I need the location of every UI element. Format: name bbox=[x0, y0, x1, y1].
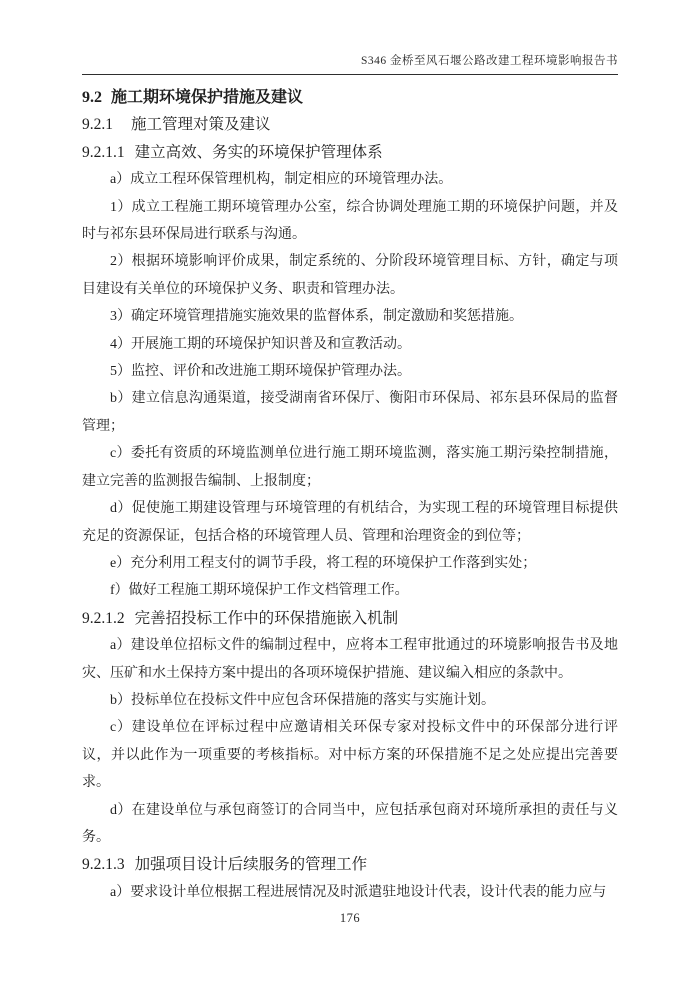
section-heading-9-2 bbox=[82, 84, 618, 111]
paragraph-item-d2: d）在建设单位与承包商签订的合同当中，应包括承包商对环境所承担的责任与义务。 bbox=[82, 802, 618, 845]
heading-number: 9.2.1 bbox=[82, 116, 113, 134]
heading-title: 完善招投标工作中的环保措施嵌入机制 bbox=[134, 609, 399, 627]
paragraph-item-e: e）充分利用工程支付的调节手段，将工程的环境保护工作落到实处； bbox=[110, 555, 537, 571]
paragraph-item-c2: c）建设单位在评标过程中应邀请相关环保专家对投标文件中的环保部分进行评议，并以此作为一项重要的考核指标。对中标方案的环保措施不足之处应提出完善要求。 bbox=[82, 720, 618, 791]
heading-number: 9.2 bbox=[82, 89, 102, 106]
paragraph-item-c: c）委托有资质的环境监测单位进行施工期环境监测，落实施工期污染控制措施，建立完善的监测报告编制、上报制度； bbox=[82, 446, 618, 489]
paragraph-item-a: a）成立工程环保管理机构，制定相应的环境管理办法。 bbox=[110, 172, 453, 188]
heading-title: 加强项目设计后续服务的管理工作 bbox=[134, 856, 368, 874]
heading-number: 9.2.1.1 bbox=[82, 143, 125, 161]
section-heading-9-2-1-3 bbox=[82, 851, 618, 878]
paragraph-item-a2: a）建设单位招标文件的编制过程中，应将本工程审批通过的环境影响报告书及地灾、压矿和水土保持方案中提出的各项环境保护措施、建议编入相应的条款中。 bbox=[82, 638, 618, 681]
section-heading-9-2-1 bbox=[82, 111, 618, 138]
paragraph-item-3: 3）确定环境管理措施实施效果的监督体系，制定激励和奖惩措施。 bbox=[110, 309, 523, 325]
page-number: 176 bbox=[339, 911, 361, 925]
paragraph-item-f: f）做好工程施工期环境保护工作文档管理工作。 bbox=[110, 583, 409, 599]
paragraph-item-b: b）建立信息沟通渠道，接受湖南省环保厅、衡阳市环保局、祁东县环保局的监督管理； bbox=[82, 391, 618, 434]
document-body bbox=[82, 84, 618, 906]
paragraph-item-b2: b）投标单位在投标文件中应包含环保措施的落实与实施计划。 bbox=[110, 692, 495, 708]
section-heading-9-2-1-1 bbox=[82, 139, 618, 166]
paragraph-item-5: 5）监控、评价和改进施工期环境保护管理办法。 bbox=[110, 364, 411, 380]
header-rule bbox=[82, 74, 618, 75]
heading-number: 9.2.1.2 bbox=[82, 609, 125, 627]
running-header-title: S346 金桥至风石堰公路改建工程环境影响报告书 bbox=[360, 55, 618, 67]
heading-title: 施工管理对策及建议 bbox=[131, 116, 271, 134]
paragraph-item-2: 2）根据环境影响评价成果，制定系统的、分阶段环境管理目标、方针，确定与项目建设有关单位的环境保护义务、职责和管理办法。 bbox=[82, 254, 618, 297]
heading-number: 9.2.1.3 bbox=[82, 856, 125, 874]
section-heading-9-2-1-2 bbox=[82, 605, 618, 632]
paragraph-item-4: 4）开展施工期的环境保护知识普及和宣教活动。 bbox=[110, 336, 411, 352]
paragraph-item-d: d）促使施工期建设管理与环境管理的有机结合，为实现工程的环境管理目标提供充足的资源保证，包括合格的环境管理人员、管理和治理资金的到位等； bbox=[82, 501, 618, 544]
paragraph-item-a3: a）要求设计单位根据工程进展情况及时派遣驻地设计代表，设计代表的能力应与 bbox=[110, 884, 607, 900]
paragraph-item-1: 1）成立工程施工期环境管理办公室，综合协调处理施工期的环境保护问题，并及时与祁东县环保局进行联系与沟通。 bbox=[82, 199, 618, 243]
heading-title: 建立高效、务实的环境保护管理体系 bbox=[134, 143, 383, 161]
heading-title: 施工期环境保护措施及建议 bbox=[111, 89, 304, 106]
page-footer bbox=[0, 911, 700, 926]
